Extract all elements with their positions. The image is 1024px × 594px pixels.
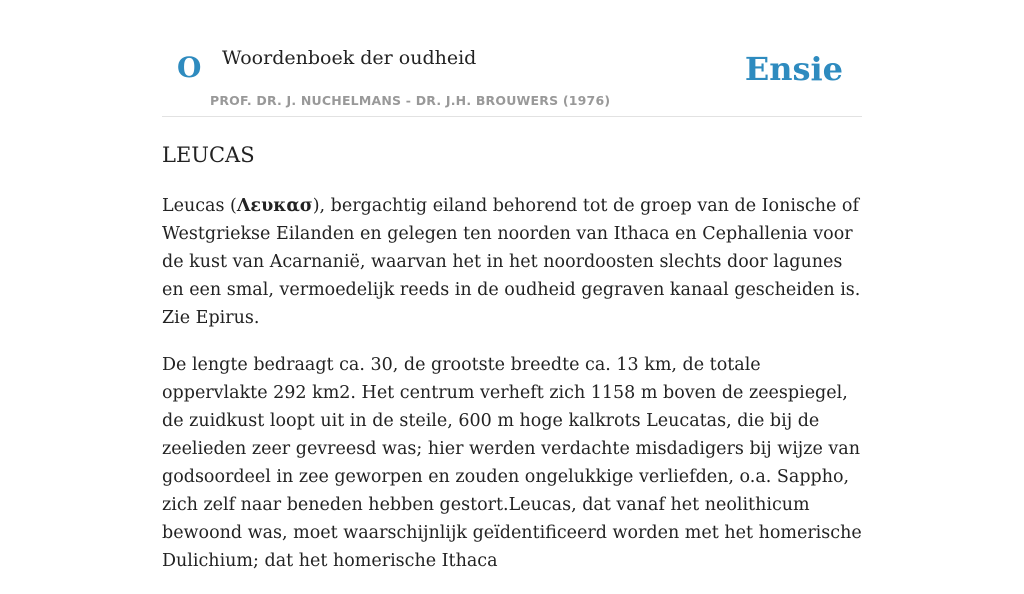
entry-paragraph-2: De lengte bedraagt ca. 30, de grootste breedte ca. 13 km, de totale oppervlakte 292 km2. Het centrum verheft zich 1158 m boven de zeespiegel, de zuidkust loopt uit in de steile, 600 m hoge kalkrots Leucatas, die bij de zeelieden zeer gevreesd was; hier werden verdachte misdadigers bij wijze van godsoordeel in zee geworpen en zouden ongelukkige verliefden, o.a. Sappho, zich zelf naar beneden hebben gestort.Leucas, dat vanaf het neolithicum bewoond was, moet waarschijnlijk geïdentificeerd worden met het homerische Dulichium; dat het homerische Ithaca <box>162 355 862 571</box>
entry-paragraph-1-intro: Leucas ( <box>162 196 237 216</box>
site-header <box>162 0 862 117</box>
book-title[interactable]: Woordenboek der oudheid <box>222 47 477 69</box>
greek-name: Λευκασ <box>236 196 313 216</box>
entry-paragraph-1 <box>162 192 862 332</box>
book-logo-letter[interactable]: O <box>177 51 202 84</box>
book-authors: PROF. DR. J. NUCHELMANS - DR. J.H. BROUWERS (1976) <box>210 93 611 108</box>
entry-body <box>162 192 862 594</box>
ensie-logo-link[interactable]: Ensie <box>744 50 843 88</box>
entry-paragraph-1-rest: ), bergachtig eiland behorend tot de groep van de Ionische of Westgriekse Eilanden en gelegen ten noorden van Ithaca en Cephallenia voor de kust van Acarnanië, waarvan het in het noordoosten slechts door lagunes en een smal, vermoedelijk reeds in de oudheid gegraven kanaal gescheiden is. Zie Epirus. <box>162 196 861 328</box>
entry-title: LEUCAS <box>162 143 255 167</box>
